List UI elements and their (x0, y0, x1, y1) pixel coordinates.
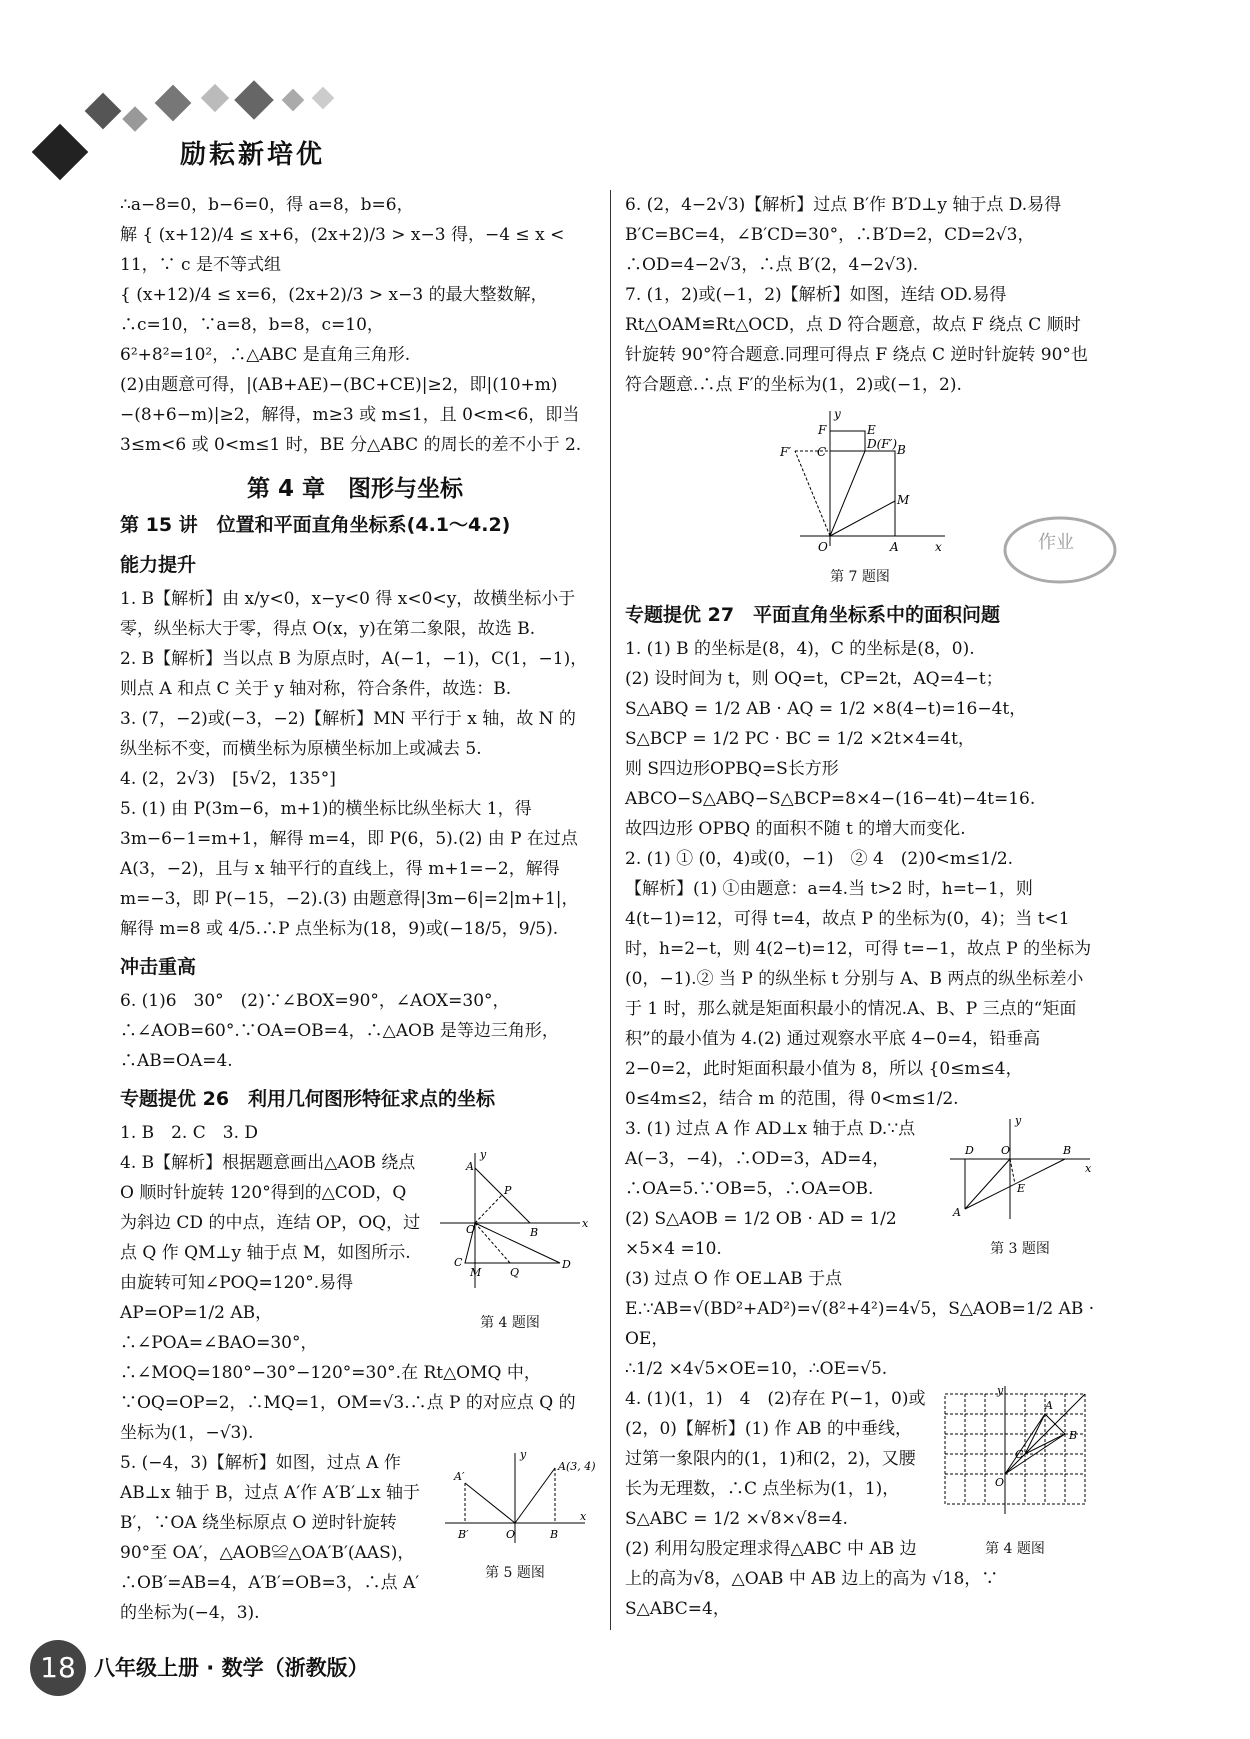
answer-item: 1. B【解析】由 x/y<0，x−y<0 得 x<0<y，故横坐标小于零，纵坐标大于零，得点 O(x，y)在第二象限，故选 B. (120, 589, 576, 639)
answer-item: 4. (2，2√3) [5√2，135°] (120, 769, 336, 789)
answer-item: 6. (2，4−2√3)【解析】过点 B′作 B′D⊥y 轴于点 D.易得 B′C=BC=4，∠B′CD=30°，∴B′D=2，CD=2√3，∴OD=4−2√3，∴点 B′(2，4−2√3). (625, 195, 1062, 275)
diamond-decoration (201, 84, 229, 112)
svg-text:M: M (470, 1266, 482, 1279)
figure-4-left (430, 1148, 590, 1338)
svg-text:P: P (504, 1184, 512, 1197)
figure-7-diagram (770, 406, 950, 556)
svg-text:x: x (580, 1510, 587, 1523)
answer-item: 5. (−4，3)【解析】如图，过点 A 作 AB⊥x 轴于 B，过点 A′作 A′B′⊥x 轴于 B′，∵OA 绕坐标原点 O 逆时针旋转 90°至 OA′，△AOB≌△OA′B′(AAS)，∴OB′=AB=4，A′B′=OB=3，∴点 A′的坐标为(−4，3). (120, 1453, 421, 1623)
answer-item: (3) 过点 O 作 OE⊥AB 于点 E.∵AB=√(BD²+AD²)=√(8²+4²)=4√5，S△AOB=1/2 AB · OE， (625, 1269, 1095, 1349)
page-number: 18 (30, 1640, 86, 1696)
svg-text:O: O (1001, 1144, 1011, 1157)
svg-text:E: E (1017, 1182, 1026, 1195)
answer-item: 4. (1)(1，1) 4 (2)存在 P(−1，0)或(2，0)【解析】(1) 作 AB 的中垂线，过第一象限内的(1，1)和(2，2)，又腰长为无理数，∴C 点坐标为(1，1)，S△ABC = 1/2 ×√8×√8=4. (625, 1389, 926, 1529)
answer-item: 则 S四边形OPBQ=S长方形ABCO−S△ABQ−S△BCP=8×4−(16−4t)−4t=16. (625, 759, 1036, 809)
svg-text:O: O (818, 540, 828, 554)
figure-3-right (945, 1114, 1095, 1264)
svg-text:F: F (818, 423, 827, 437)
answer-item: 2. B【解析】当以点 B 为原点时，A(−1，−1)，C(1，−1)，则点 A 和点 C 关于 y 轴对称，符合条件，故选：B. (120, 649, 588, 699)
answer-item: ∴1/2 ×4√5×OE=10，∴OE=√5. (625, 1359, 888, 1379)
answer-item: (2) 利用勾股定理求得△ABC 中 AB 边上的高为√8，△OAB 中 AB 边上的高为 √18，∵ S△ABC=4， (625, 1539, 999, 1619)
svg-text:y: y (834, 407, 841, 421)
svg-text:C: C (1015, 1448, 1024, 1461)
svg-text:D: D (562, 1258, 571, 1271)
answer-item: 故四边形 OPBQ 的面积不随 t 的增大而变化. (625, 819, 966, 839)
diamond-decoration (85, 93, 122, 130)
answer-item: S△BCP = 1/2 PC · BC = 1/2 ×2t×4=4t， (625, 729, 975, 749)
right-column (625, 190, 1095, 1624)
svg-text:A: A (1045, 1399, 1053, 1412)
svg-text:A′: A′ (454, 1470, 465, 1483)
svg-text:C: C (454, 1256, 463, 1269)
diamond-decoration (155, 85, 192, 122)
figure-caption: 第 4 题图 (480, 1315, 540, 1331)
homework-stamp-logo (1000, 510, 1120, 590)
svg-text:x: x (582, 1217, 589, 1230)
figure-4-diagram (430, 1148, 590, 1298)
svg-text:A: A (890, 540, 899, 554)
topic-title: 专题提优 26 利用几何图形特征求点的坐标 (120, 1088, 496, 1110)
answer-item: 【解析】(1) ①由题意：a=4.当 t>2 时，h=t−1，则 4(t−1)=12，可得 t=4，故点 P 的坐标为(0，4)；当 t<1 时，h=2−t，则 4(2−t)=12，可得 t=−1，故点 P 的坐标为(0，−1).② 当 P 的纵坐标 t 分别与 A、B 两点的纵坐标差小于 1 时，那么就是矩面积最小的情况.A、B、P 三点的“矩面积”的最小值为 4.(2) 通过观察水平底 4−0=4，铅垂高 2−0=2，此时矩面积最小值为 8，所以 {0≤m≤4，0≤4m≤2，结合 m 的范围，得 0<m≤1/2. (625, 879, 1092, 1109)
answer-item: 2. (1) ① (0，4)或(0，−1) ② 4 (2)0<m≤1/2. (625, 849, 1014, 869)
answer-item: 6. (1)6 30° (2)∵∠BOX=90°，∠AOX=30°，∴∠AOB=60°.∵OA=OB=4，∴△AOB 是等边三角形，∴AB=OA=4. (120, 991, 559, 1071)
answer-item: 3. (1) 过点 A 作 AD⊥x 轴于点 D.∵点 A(−3，−4)，∴OD=3，AD=4，∴OA=5.∵OB=5，∴OA=OB. (625, 1119, 916, 1199)
brand-title: 励耘新培优 (180, 140, 326, 170)
svg-text:O: O (506, 1528, 516, 1541)
section-title: 冲击重高 (120, 956, 197, 978)
svg-text:y: y (1015, 1114, 1022, 1127)
figure-4-right (935, 1384, 1095, 1564)
answer-item: 7. (1，2)或(−1，2)【解析】如图，连结 OD.易得 Rt△OAM≌Rt△OCD，点 D 符合题意，故点 F 绕点 C 顺时针旋转 90°符合题意.同理可得点 F 绕点 C 逆时针旋转 90°也符合题意.∴点 F′的坐标为(1，2)或(−1，2). (625, 285, 1088, 395)
answer-item: 3. (7，−2)或(−3，−2)【解析】MN 平行于 x 轴，故 N 的纵坐标不变，而横坐标为原横坐标加上或减去 5. (120, 709, 576, 759)
text-line: 6²+8²=10²，∴△ABC 是直角三角形. (120, 345, 411, 365)
svg-text:B: B (550, 1528, 559, 1541)
answer-item: 1. B 2. C 3. D (120, 1123, 259, 1143)
svg-text:O: O (995, 1476, 1005, 1489)
svg-text:A: A (953, 1206, 961, 1219)
svg-text:E: E (867, 423, 876, 437)
svg-text:A(3, 4): A(3, 4) (558, 1460, 596, 1473)
svg-text:F′: F′ (780, 445, 792, 459)
figure-caption: 第 5 题图 (485, 1565, 545, 1581)
topic-title: 专题提优 27 平面直角坐标系中的面积问题 (625, 604, 1001, 626)
figure-3-diagram (945, 1114, 1095, 1224)
chapter-title: 第 4 章 图形与坐标 (246, 476, 464, 502)
answer-item: (2) S△AOB = 1/2 OB · AD = 1/2 ×5×4 =10. (625, 1209, 897, 1259)
svg-text:y: y (997, 1384, 1004, 1397)
figure-4-grid-diagram (935, 1384, 1095, 1524)
figure-caption: 第 4 题图 (985, 1541, 1045, 1557)
svg-text:y: y (520, 1448, 527, 1461)
answer-item: S△ABQ = 1/2 AB · AQ = 1/2 ×8(4−t)=16−4t， (625, 699, 1027, 719)
svg-text:C: C (817, 445, 827, 459)
svg-text:y: y (480, 1148, 487, 1161)
svg-text:x: x (1085, 1162, 1092, 1175)
book-title: 八年级上册 · 数学（浙教版） (94, 1656, 369, 1680)
svg-text:D: D (965, 1144, 974, 1157)
answer-item: 1. (1) B 的坐标是(8，4)，C 的坐标是(8，0). (625, 639, 975, 659)
svg-text:Q: Q (510, 1266, 520, 1279)
answer-item: 5. (1) 由 P(3m−6，m+1)的横坐标比纵坐标大 1，得 3m−6−1=m+1，解得 m=4，即 P(6，5).(2) 由 P 在过点 A(3，−2)，且与 x 轴平行的直线上，得 m+1=−2，解得 m=−3，即 P(−15，−2).(3) 由题意得|3m−6|=2|m+1|，解得 m=8 或 4/5.∴P 点坐标为(18，9)或(−18/5，9/5). (120, 799, 579, 939)
text-line: ∴a−8=0，b−6=0，得 a=8，b=6， (120, 195, 414, 215)
diamond-decoration (282, 89, 305, 112)
svg-text:B: B (530, 1226, 539, 1239)
svg-text:M: M (897, 493, 910, 507)
diamond-decoration (122, 106, 147, 131)
figure-caption: 第 7 题图 (830, 569, 890, 585)
left-column (120, 190, 596, 1628)
svg-text:B′: B′ (458, 1528, 469, 1541)
diamond-decoration (312, 87, 335, 110)
figure-5-left (440, 1448, 596, 1588)
page-header (30, 80, 430, 190)
section-title: 能力提升 (120, 554, 197, 576)
column-divider (610, 190, 611, 1630)
answer-item: 4. B【解析】根据题意画出△AOB 绕点 O 顺时针旋转 120°得到的△COD，Q 为斜边 CD 的中点，连结 OP，OQ，过点 Q 作 QM⊥y 轴于点 M，如图所示.由旋转可知∠POQ=120°.易得 AP=OP=1/2 AB，∴∠POA=∠BAO=30°，∴∠MOQ=180°−30°−120°=30°.在 Rt△OMQ 中，∵OQ=OP=2，∴MQ=1，OM=√3.∴点 P 的对应点 Q 的坐标为(1，−√3). (120, 1153, 576, 1443)
diamond-decoration (32, 124, 89, 181)
svg-text:A: A (466, 1160, 474, 1173)
page-footer (30, 1640, 530, 1700)
svg-text:O: O (466, 1223, 476, 1236)
svg-text:B: B (1069, 1429, 1078, 1442)
text-line: { (x+12)/4 ≤ x=6，(2x+2)/3 > x−3 的最大整数解，∴c=10，∵a=8，b=8，c=10， (120, 285, 548, 335)
svg-text:D(F′): D(F′) (867, 437, 898, 451)
lecture-title: 第 15 讲 位置和平面直角坐标系(4.1～4.2) (120, 514, 511, 536)
figure-7 (770, 406, 950, 592)
diamond-decoration (234, 80, 274, 120)
svg-text:x: x (935, 540, 942, 554)
stamp-text: 作业 (1038, 532, 1074, 553)
svg-text:B: B (897, 443, 906, 457)
svg-text:B: B (1063, 1144, 1072, 1157)
answer-item: (2) 设时间为 t，则 OQ=t，CP=2t，AQ=4−t； (625, 669, 1003, 689)
figure-caption: 第 3 题图 (990, 1241, 1050, 1257)
figure-5-diagram (440, 1448, 596, 1548)
text-line: 解 { (x+12)/4 ≤ x+6，(2x+2)/3 > x−3 得，−4 ≤ x < 11，∵ c 是不等式组 (120, 225, 565, 275)
text-line: (2)由题意可得，|(AB+AE)−(BC+CE)|≥2，即|(10+m)−(8+6−m)|≥2，解得，m≥3 或 m≤1，且 0<m<6，即当 3≤m<6 或 0<m≤1 时，BE 分△ABC 的周长的差不小于 2. (120, 375, 582, 455)
